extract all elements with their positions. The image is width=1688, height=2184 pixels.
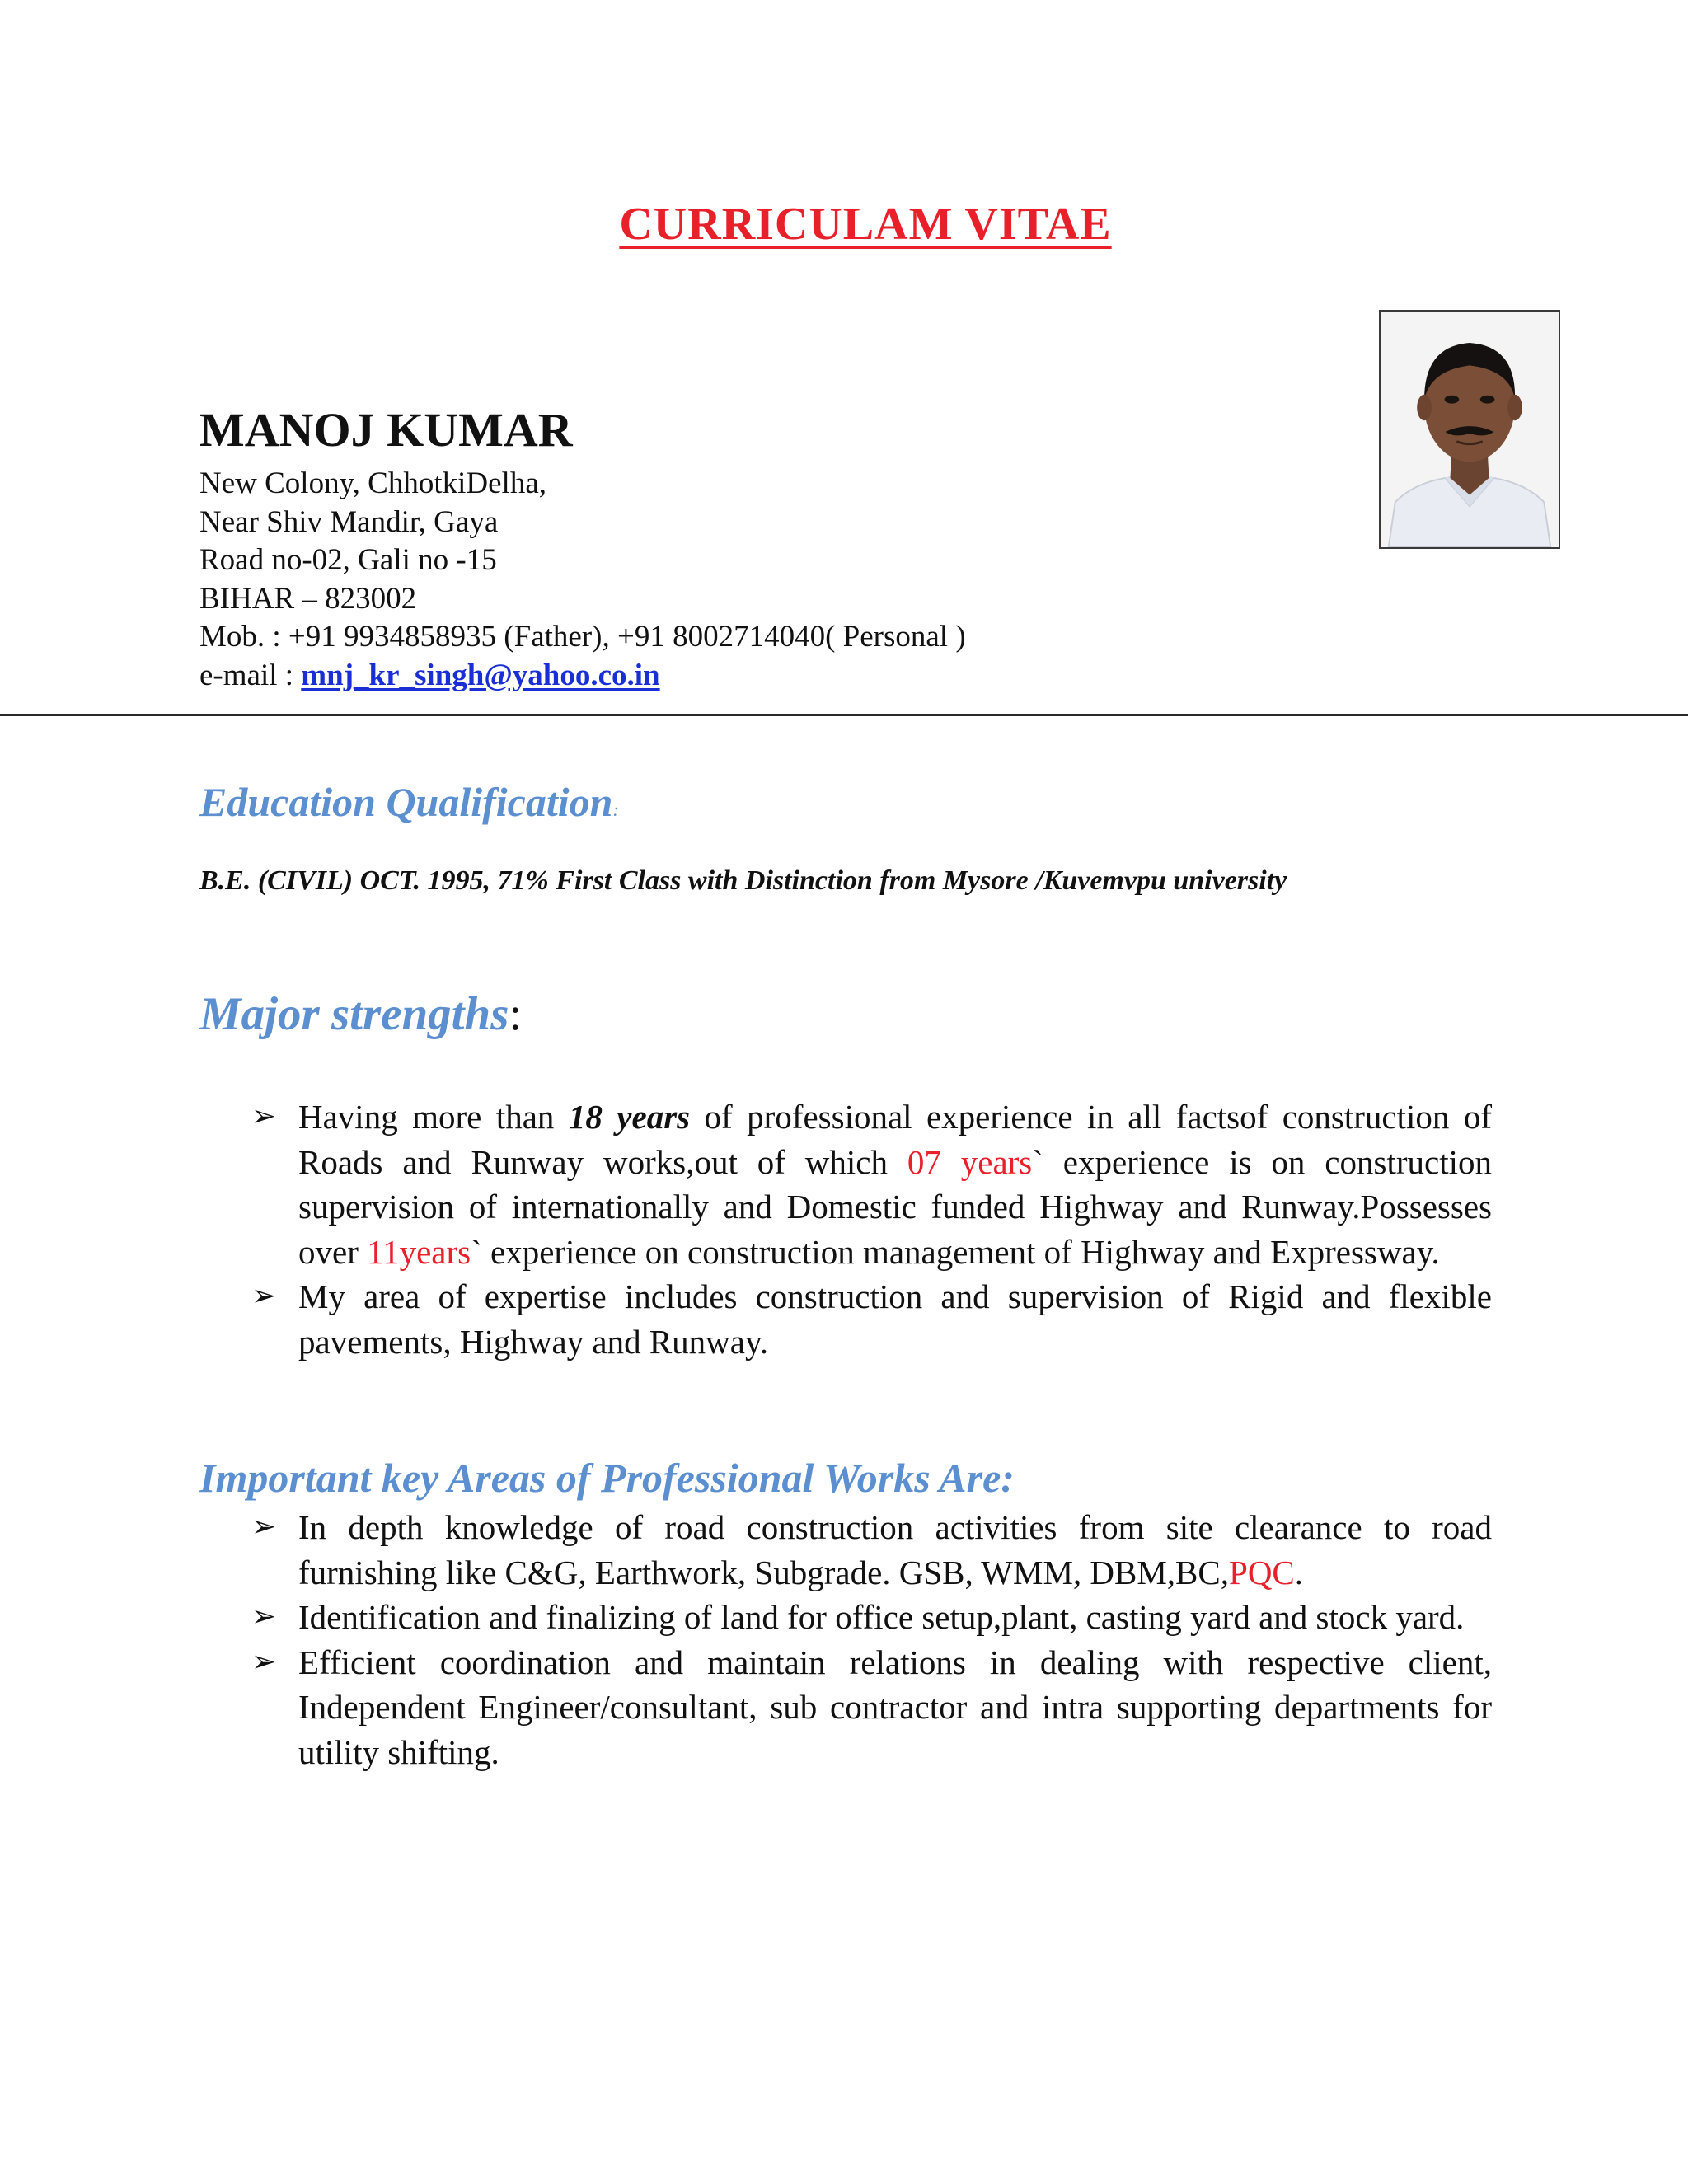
email-label: e-mail :	[199, 658, 302, 692]
header-divider	[0, 714, 1688, 716]
arrow-bullet-icon: ➢	[251, 1510, 277, 1544]
arrow-bullet-icon: ➢	[251, 1099, 277, 1133]
key-areas-heading: Important key Areas of Professional Works Are:	[199, 1455, 1015, 1501]
strengths-heading	[199, 987, 522, 1041]
document-title: CURRICULAM VITAE	[619, 199, 1112, 250]
mobile-numbers: Mob. : +91 9934858935 (Father), +91 8002714040( Personal )	[199, 620, 966, 654]
key-area-text: Identification and finalizing of land for office setup,plant, casting yard and stock yard.	[298, 1598, 1465, 1636]
strength-text: of professional experience in all factsof construction of Roads and Runway works,out of which	[298, 1098, 1492, 1181]
profile-photo-illustration	[1381, 312, 1559, 547]
list-item	[251, 1640, 1492, 1775]
education-detail: B.E. (CIVIL) OCT. 1995, 71% First Class with Distinction from Mysore /Kuvemvpu university	[199, 865, 1287, 896]
email-link[interactable]: mnj_kr_singh@yahoo.co.in	[301, 658, 660, 692]
strengths-list	[251, 1094, 1492, 1364]
strength-text: My area of expertise includes construction and supervision of Rigid and flexible pavements, Highway and Runway.	[298, 1277, 1492, 1361]
address-line-4: BIHAR – 823002	[199, 581, 417, 616]
address-line-3: Road no-02, Gali no -15	[199, 543, 497, 577]
arrow-bullet-icon: ➢	[251, 1279, 277, 1313]
strength-text: ` experience is on construction supervision of internationally and Domestic funded Highway and Runway.Possesses over	[298, 1142, 1492, 1271]
list-item	[251, 1595, 1492, 1640]
strength-text: ` experience on construction management of Highway and Expressway.	[471, 1232, 1440, 1271]
list-item	[251, 1094, 1492, 1274]
list-item	[251, 1274, 1492, 1364]
address-line-1: New Colony, ChhotkiDelha,	[199, 466, 547, 500]
strengths-heading-colon: :	[509, 988, 523, 1040]
highlight-years: 11years	[367, 1232, 471, 1271]
arrow-bullet-icon: ➢	[251, 1644, 277, 1679]
key-area-text: Efficient coordination and maintain relations in dealing with respective client, Independent Engineer/consultant, sub contractor and intra supporting departments for utility shifting.	[298, 1643, 1492, 1771]
key-area-text: .	[1294, 1553, 1304, 1591]
email-line	[199, 657, 966, 696]
highlight-term: PQC	[1229, 1553, 1295, 1591]
experience-years: 18 years	[568, 1098, 691, 1136]
education-heading	[199, 778, 619, 826]
strengths-heading-text: Major strengths	[199, 988, 509, 1040]
strength-text: Having more than	[298, 1098, 569, 1136]
key-areas-list	[251, 1505, 1492, 1774]
key-area-text: In depth knowledge of road construction activities from site clearance to road furnishing like C&G, Earthwork, Subgrade. GSB, WMM, DBM,BC,	[298, 1508, 1492, 1591]
education-heading-colon: :	[612, 799, 619, 820]
education-heading-text: Education Qualification	[199, 779, 613, 825]
highlight-years: 07 years	[907, 1142, 1033, 1181]
contact-block	[199, 465, 966, 695]
address-line-2: Near Shiv Mandir, Gaya	[199, 504, 499, 539]
list-item	[251, 1505, 1492, 1595]
profile-photo	[1379, 310, 1560, 549]
arrow-bullet-icon: ➢	[251, 1600, 277, 1633]
candidate-name: MANOJ KUMAR	[199, 403, 573, 457]
